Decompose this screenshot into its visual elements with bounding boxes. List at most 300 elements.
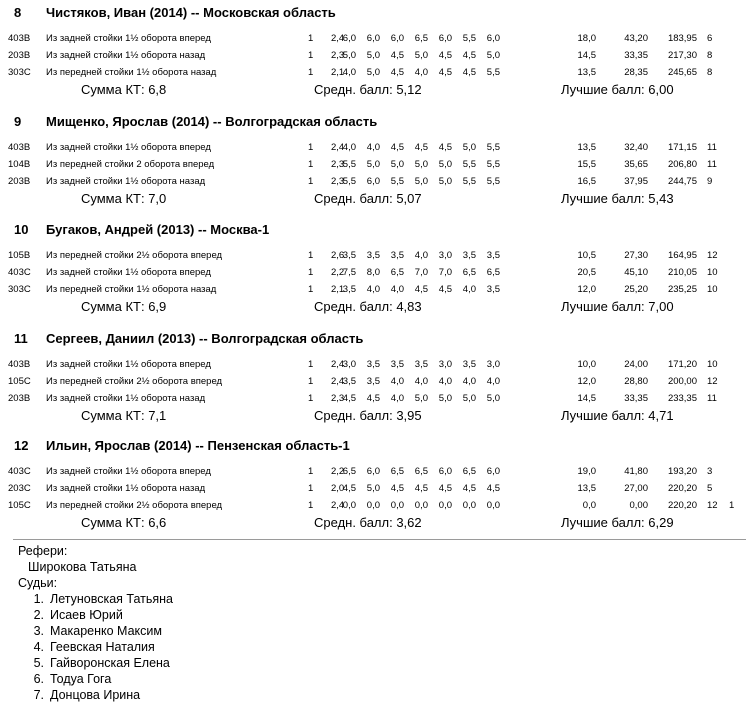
dive-description: Из задней стойки 1½ оборота вперед: [46, 33, 211, 44]
dive-height: 1: [308, 359, 314, 370]
judge-score: 5,0: [486, 50, 500, 61]
dive-code: 105B: [8, 250, 31, 261]
judge-score: 6,0: [366, 33, 380, 44]
judge-score: 4,5: [438, 142, 452, 153]
athlete-title: Ильин, Ярослав (2014) -- Пензенская область-1: [46, 438, 350, 453]
dive-raw-sum: 10,5: [577, 250, 596, 261]
dive-difficulty: 2,3: [331, 176, 345, 187]
dive-points: 35,65: [624, 159, 648, 170]
dive-raw-sum: 13,5: [577, 483, 596, 494]
judge-number: 3.: [33, 624, 44, 638]
dive-row: [0, 374, 750, 391]
running-rank: 10: [707, 359, 718, 370]
running-rank: 8: [707, 50, 713, 61]
judge-score: 4,5: [366, 393, 380, 404]
judge-name: Донцова Ирина: [50, 688, 141, 702]
judge-score: 4,0: [342, 142, 356, 153]
judge-item: [18, 687, 173, 703]
referee-name: Широкова Татьяна: [28, 560, 137, 574]
judge-score: 8,0: [366, 267, 380, 278]
summary-average: Средн. балл: 3,62: [314, 515, 422, 530]
judge-score: 0,0: [486, 500, 500, 511]
judge-score: 5,0: [414, 50, 428, 61]
dive-code: 303C: [8, 284, 31, 295]
summary-kt: Сумма КТ: 6,9: [81, 299, 167, 314]
dive-height: 1: [308, 176, 314, 187]
dive-difficulty: 2,3: [331, 159, 345, 170]
dive-height: 1: [308, 50, 314, 61]
dive-points: 33,35: [624, 50, 648, 61]
judge-score: 5,0: [486, 393, 500, 404]
judge-score: 7,5: [342, 267, 356, 278]
dive-row: [0, 481, 750, 498]
judge-score: 4,5: [462, 67, 476, 78]
dive-height: 1: [308, 284, 314, 295]
dive-raw-sum: 0,0: [582, 500, 596, 511]
judge-name: Макаренко Максим: [50, 624, 162, 638]
dive-raw-sum: 13,5: [577, 67, 596, 78]
dive-description: Из задней стойки 1½ оборота вперед: [46, 359, 211, 370]
dive-difficulty: 2,3: [331, 393, 345, 404]
dive-description: Из задней стойки 1½ оборота вперед: [46, 142, 211, 153]
judge-item: [18, 591, 173, 607]
judge-score: 5,5: [462, 159, 476, 170]
judge-score: 4,5: [462, 50, 476, 61]
judge-score: 6,0: [366, 466, 380, 477]
dive-code: 403C: [8, 466, 31, 477]
judge-name: Геевская Наталия: [50, 640, 155, 654]
athlete-title: Мищенко, Ярослав (2014) -- Волгоградская область: [46, 114, 378, 129]
officials-block: [18, 543, 173, 703]
judge-score: 6,5: [462, 466, 476, 477]
judge-score: 4,0: [366, 284, 380, 295]
athlete-title: Сергеев, Даниил (2013) -- Волгоградская область: [46, 331, 364, 346]
running-total: 164,95: [667, 250, 697, 261]
dive-code: 203C: [8, 483, 31, 494]
athlete-summary: [0, 190, 750, 208]
running-total: 235,25: [667, 284, 697, 295]
athlete-place: 12: [14, 438, 29, 453]
dive-code: 403B: [8, 359, 31, 370]
dive-code: 203B: [8, 393, 31, 404]
judge-score: 4,5: [342, 483, 356, 494]
summary-best: Лучшие балл: 6,00: [561, 82, 674, 97]
judge-score: 4,5: [390, 483, 404, 494]
dive-difficulty: 2,2: [331, 466, 345, 477]
judge-score: 5,5: [462, 176, 476, 187]
judge-score: 5,5: [390, 176, 404, 187]
judge-score: 3,5: [462, 359, 476, 370]
judge-score: 4,0: [390, 393, 404, 404]
dive-description: Из передней стойки 1½ оборота назад: [46, 284, 217, 295]
running-rank: 12: [707, 250, 718, 261]
running-total: 220,20: [667, 500, 697, 511]
judge-score: 6,0: [438, 466, 452, 477]
judge-number: 2.: [33, 608, 44, 622]
dive-points: 45,10: [624, 267, 648, 278]
judge-score: 6,0: [438, 33, 452, 44]
summary-average: Средн. балл: 3,95: [314, 408, 422, 423]
judge-score: 4,0: [462, 376, 476, 387]
athlete-place: 8: [14, 5, 22, 20]
dive-code: 104B: [8, 159, 31, 170]
running-rank: 3: [707, 466, 713, 477]
running-total: 210,05: [667, 267, 697, 278]
dive-row: [0, 48, 750, 65]
judge-score: 3,5: [390, 359, 404, 370]
judge-score: 5,5: [486, 159, 500, 170]
judge-score: 3,5: [342, 250, 356, 261]
judge-score: 6,5: [414, 33, 428, 44]
dive-height: 1: [308, 483, 314, 494]
running-rank: 10: [707, 284, 718, 295]
judge-score: 4,5: [462, 483, 476, 494]
dive-points: 32,40: [624, 142, 648, 153]
judge-score: 4,5: [486, 483, 500, 494]
dive-height: 1: [308, 67, 314, 78]
dive-height: 1: [308, 267, 314, 278]
dive-points: 37,95: [624, 176, 648, 187]
judge-item: [18, 607, 173, 623]
judge-score: 3,0: [486, 359, 500, 370]
dive-code: 403B: [8, 142, 31, 153]
judge-score: 3,5: [342, 376, 356, 387]
dive-description: Из задней стойки 1½ оборота вперед: [46, 267, 211, 278]
athlete-place: 10: [14, 222, 29, 237]
judge-name: Тодуа Гога: [50, 672, 112, 686]
dive-description: Из задней стойки 1½ оборота назад: [46, 50, 206, 61]
judge-score: 0,0: [438, 500, 452, 511]
judge-score: 6,0: [486, 33, 500, 44]
judge-score: 4,5: [342, 393, 356, 404]
judge-score: 6,0: [390, 33, 404, 44]
dive-code: 203B: [8, 50, 31, 61]
dive-difficulty: 2,4: [331, 376, 345, 387]
running-rank: 9: [707, 176, 713, 187]
judge-score: 4,5: [414, 284, 428, 295]
running-rank: 11: [707, 142, 717, 153]
judge-score: 4,5: [414, 483, 428, 494]
judge-score: 4,5: [438, 483, 452, 494]
summary-average: Средн. балл: 4,83: [314, 299, 422, 314]
dive-row: [0, 157, 750, 174]
dive-row: [0, 464, 750, 481]
dive-difficulty: 2,6: [331, 250, 345, 261]
summary-best: Лучшие балл: 6,29: [561, 515, 674, 530]
judge-score: 5,0: [438, 159, 452, 170]
athlete-block: [0, 329, 750, 442]
judge-score: 3,5: [414, 359, 428, 370]
judge-score: 7,0: [414, 267, 428, 278]
running-total: 220,20: [667, 483, 697, 494]
dive-row: [0, 140, 750, 157]
judge-score: 6,5: [342, 466, 356, 477]
dive-code: 105C: [8, 376, 31, 387]
dive-height: 1: [308, 250, 314, 261]
dive-difficulty: 2,3: [331, 50, 345, 61]
judge-number: 4.: [33, 640, 44, 654]
judge-score: 3,5: [366, 359, 380, 370]
dive-raw-sum: 15,5: [577, 159, 596, 170]
judge-score: 0,0: [390, 500, 404, 511]
judge-score: 5,0: [366, 483, 380, 494]
summary-best: Лучшие балл: 7,00: [561, 299, 674, 314]
athlete-place: 9: [14, 114, 22, 129]
running-rank: 12: [707, 376, 718, 387]
judge-score: 4,0: [414, 376, 428, 387]
judge-score: 4,0: [414, 250, 428, 261]
judge-score: 5,5: [342, 159, 356, 170]
dive-points: 25,20: [624, 284, 648, 295]
judge-number: 7.: [33, 688, 44, 702]
dive-difficulty: 2,1: [331, 67, 345, 78]
judges-list: [18, 591, 173, 703]
dive-raw-sum: 14,5: [577, 393, 596, 404]
judge-score: 4,0: [390, 284, 404, 295]
judge-item: [18, 671, 173, 687]
summary-kt: Сумма КТ: 6,6: [81, 515, 167, 530]
judge-score: 3,5: [486, 284, 500, 295]
running-total: 171,20: [667, 359, 697, 370]
judge-item: [18, 655, 173, 671]
judge-score: 5,5: [462, 33, 476, 44]
running-rank: 8: [707, 67, 713, 78]
judge-score: 5,0: [342, 50, 356, 61]
judge-score: 5,0: [438, 176, 452, 187]
judge-score: 3,5: [366, 250, 380, 261]
summary-kt: Сумма КТ: 7,1: [81, 408, 167, 423]
judge-score: 4,0: [366, 142, 380, 153]
judge-score: 5,0: [414, 176, 428, 187]
athlete-summary: [0, 407, 750, 425]
judge-score: 3,5: [390, 250, 404, 261]
athlete-header: [0, 329, 750, 347]
judge-score: 4,0: [486, 376, 500, 387]
dive-height: 1: [308, 466, 314, 477]
athlete-block: [0, 112, 750, 225]
dive-raw-sum: 10,0: [577, 359, 596, 370]
judge-score: 3,0: [438, 250, 452, 261]
judge-score: 6,0: [486, 466, 500, 477]
dive-raw-sum: 14,5: [577, 50, 596, 61]
running-total: 233,35: [667, 393, 697, 404]
judge-number: 1.: [33, 592, 44, 606]
athlete-block: [0, 436, 750, 549]
dive-points: 33,35: [624, 393, 648, 404]
judge-score: 5,0: [366, 67, 380, 78]
divider: [13, 539, 746, 540]
judge-score: 3,5: [366, 376, 380, 387]
judge-score: 6,0: [366, 176, 380, 187]
judge-score: 4,0: [414, 67, 428, 78]
dive-height: 1: [308, 33, 314, 44]
judge-score: 5,0: [390, 159, 404, 170]
judge-score: 6,5: [390, 267, 404, 278]
summary-kt: Сумма КТ: 7,0: [81, 191, 167, 206]
dive-description: Из передней стойки 2 оборота вперед: [46, 159, 215, 170]
dive-points: 28,35: [624, 67, 648, 78]
summary-average: Средн. балл: 5,07: [314, 191, 422, 206]
dive-description: Из передней стойки 2½ оборота вперед: [46, 500, 223, 511]
summary-best: Лучшие балл: 5,43: [561, 191, 674, 206]
dive-points: 41,80: [624, 466, 648, 477]
summary-best: Лучшие балл: 4,71: [561, 408, 674, 423]
dive-row: [0, 31, 750, 48]
dive-raw-sum: 12,0: [577, 376, 596, 387]
running-total: 217,30: [667, 50, 697, 61]
dive-description: Из задней стойки 1½ оборота назад: [46, 393, 206, 404]
dive-description: Из задней стойки 1½ оборота вперед: [46, 466, 211, 477]
dive-row: [0, 65, 750, 82]
dive-raw-sum: 18,0: [577, 33, 596, 44]
athlete-summary: [0, 81, 750, 99]
athlete-place: 11: [14, 331, 28, 346]
dive-code: 203B: [8, 176, 31, 187]
judge-score: 5,5: [342, 176, 356, 187]
judge-score: 4,5: [438, 50, 452, 61]
athlete-title: Бугаков, Андрей (2013) -- Москва-1: [46, 222, 270, 237]
judge-score: 6,0: [342, 33, 356, 44]
judge-number: 6.: [33, 672, 44, 686]
dive-difficulty: 2,4: [331, 359, 345, 370]
dive-points: 27,00: [624, 483, 648, 494]
judge-score: 4,5: [438, 284, 452, 295]
dive-points: 27,30: [624, 250, 648, 261]
dive-height: 1: [308, 142, 314, 153]
dive-row: [0, 391, 750, 408]
judge-score: 5,5: [486, 176, 500, 187]
dive-code: 303C: [8, 67, 31, 78]
dive-raw-sum: 20,5: [577, 267, 596, 278]
dive-description: Из задней стойки 1½ оборота назад: [46, 483, 206, 494]
dive-description: Из задней стойки 1½ оборота назад: [46, 176, 206, 187]
dive-code: 403C: [8, 267, 31, 278]
judge-score: 3,0: [342, 359, 356, 370]
judge-item: [18, 623, 173, 639]
athlete-block: [0, 3, 750, 116]
dive-height: 1: [308, 500, 314, 511]
dive-row: [0, 357, 750, 374]
judge-name: Исаев Юрий: [50, 608, 123, 622]
judge-score: 5,0: [366, 50, 380, 61]
dive-height: 1: [308, 376, 314, 387]
running-rank: 5: [707, 483, 713, 494]
judge-score: 6,5: [390, 466, 404, 477]
dive-difficulty: 2,4: [331, 500, 345, 511]
dive-row: [0, 248, 750, 265]
dive-code: 105C: [8, 500, 31, 511]
judge-score: 4,0: [390, 376, 404, 387]
judge-score: 6,5: [462, 267, 476, 278]
judge-name: Гайворонская Елена: [50, 656, 170, 670]
running-rank: 6: [707, 33, 713, 44]
athlete-summary: [0, 514, 750, 532]
judge-score: 6,5: [486, 267, 500, 278]
athlete-header: [0, 3, 750, 21]
running-total: 200,00: [667, 376, 697, 387]
judge-score: 3,5: [342, 284, 356, 295]
dive-code: 403B: [8, 33, 31, 44]
dive-raw-sum: 12,0: [577, 284, 596, 295]
dive-difficulty: 2,4: [331, 142, 345, 153]
judge-score: 0,0: [462, 500, 476, 511]
dive-height: 1: [308, 159, 314, 170]
judge-score: 5,0: [366, 159, 380, 170]
dive-difficulty: 2,0: [331, 483, 345, 494]
dive-row: [0, 498, 750, 515]
dive-row: [0, 265, 750, 282]
athlete-header: [0, 436, 750, 454]
judge-score: 4,5: [390, 142, 404, 153]
running-rank: 11: [707, 393, 717, 404]
judge-score: 4,0: [438, 376, 452, 387]
running-total: 171,15: [667, 142, 697, 153]
judge-score: 5,0: [414, 393, 428, 404]
dive-row: [0, 174, 750, 191]
athlete-header: [0, 220, 750, 238]
judge-score: 4,0: [342, 67, 356, 78]
dive-points: 28,80: [624, 376, 648, 387]
dive-points: 0,00: [629, 500, 648, 511]
dive-difficulty: 2,2: [331, 267, 345, 278]
judge-score: 4,5: [414, 142, 428, 153]
judges-label: Судьи:: [18, 576, 58, 590]
athlete-title: Чистяков, Иван (2014) -- Московская область: [46, 5, 336, 20]
dive-raw-sum: 19,0: [577, 466, 596, 477]
athlete-header: [0, 112, 750, 130]
dive-description: Из передней стойки 2½ оборота вперед: [46, 376, 223, 387]
judge-score: 3,5: [486, 250, 500, 261]
judge-score: 3,5: [462, 250, 476, 261]
athlete-summary: [0, 298, 750, 316]
judge-score: 5,0: [462, 142, 476, 153]
dive-row: [0, 282, 750, 299]
athlete-block: [0, 220, 750, 333]
judge-score: 5,5: [486, 142, 500, 153]
dive-points: 43,20: [624, 33, 648, 44]
judge-score: 7,0: [438, 267, 452, 278]
running-rank: 12: [707, 500, 718, 511]
summary-kt: Сумма КТ: 6,8: [81, 82, 167, 97]
running-rank: 11: [707, 159, 717, 170]
running-total: 206,80: [667, 159, 697, 170]
running-total: 183,95: [667, 33, 697, 44]
judge-score: 0,0: [414, 500, 428, 511]
judge-score: 4,5: [390, 50, 404, 61]
judge-score: 5,5: [486, 67, 500, 78]
judge-score: 0,0: [342, 500, 356, 511]
dive-difficulty: 2,4: [331, 33, 345, 44]
running-rank: 10: [707, 267, 718, 278]
dive-raw-sum: 13,5: [577, 142, 596, 153]
judge-score: 6,5: [414, 466, 428, 477]
dive-description: Из передней стойки 2½ оборота вперед: [46, 250, 223, 261]
judge-score: 0,0: [366, 500, 380, 511]
referee-label: Рефери:: [18, 544, 68, 558]
judge-score: 3,0: [438, 359, 452, 370]
judge-item: [18, 639, 173, 655]
running-total: 244,75: [667, 176, 697, 187]
dive-description: Из передней стойки 1½ оборота назад: [46, 67, 217, 78]
judge-score: 4,5: [438, 67, 452, 78]
running-total: 193,20: [667, 466, 697, 477]
summary-average: Средн. балл: 5,12: [314, 82, 422, 97]
dive-note: 1: [729, 500, 735, 511]
judge-score: 4,0: [462, 284, 476, 295]
dive-raw-sum: 16,5: [577, 176, 596, 187]
judge-score: 4,5: [390, 67, 404, 78]
dive-difficulty: 2,1: [331, 284, 345, 295]
